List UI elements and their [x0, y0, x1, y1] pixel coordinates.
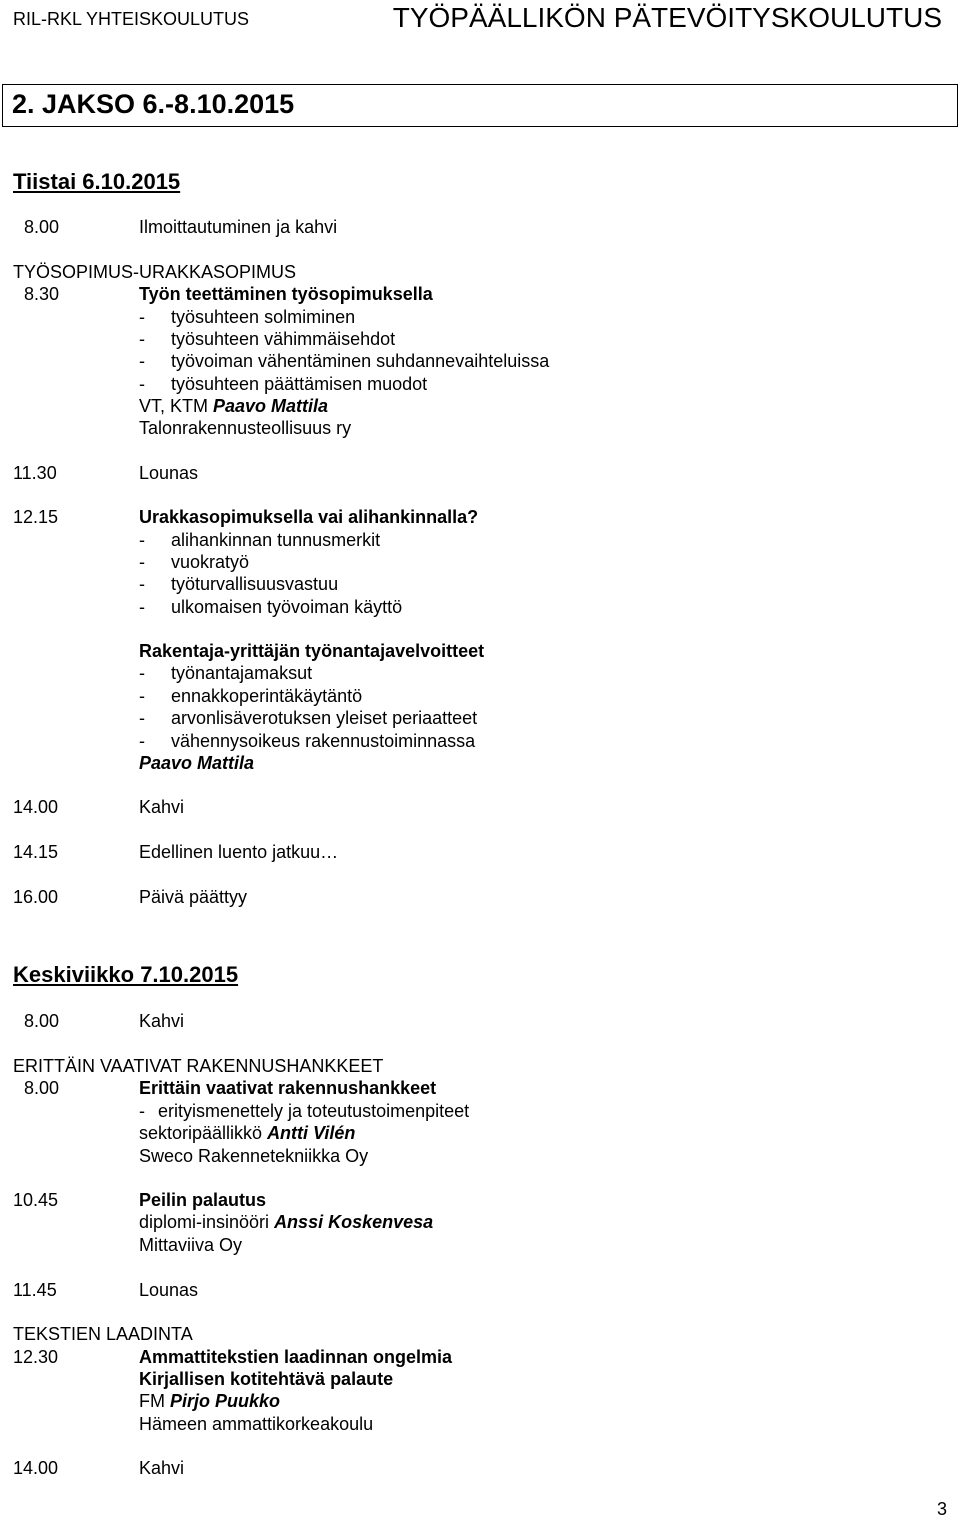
time-label: 14.00: [13, 1458, 59, 1478]
speaker-organization: Sweco Rakennetekniikka Oy: [139, 1146, 369, 1166]
jakso-title: 2. JAKSO 6.-8.10.2015: [12, 89, 295, 119]
session-title: Ilmoittautuminen ja kahvi: [139, 217, 338, 237]
list-item: ennakkoperintäkäytäntö: [171, 686, 363, 706]
list-bullet: -: [139, 597, 145, 617]
list-bullet: -: [139, 574, 145, 594]
page-number: 3: [936, 1499, 947, 1519]
list-bullet: -: [139, 530, 145, 550]
list-bullet: -: [139, 329, 145, 349]
header-left-title: RIL-RKL YHTEISKOULUTUS: [13, 9, 250, 29]
list-bullet: -: [139, 731, 145, 751]
time-label: 14.15: [13, 842, 59, 862]
session-title: Kahvi: [139, 797, 185, 817]
list-bullet: -: [139, 307, 145, 327]
session-title: Urakkasopimuksella vai alihankinnalla?: [139, 507, 479, 527]
speaker-title: sektoripäällikkö: [139, 1123, 268, 1143]
time-label: 8.00: [24, 1078, 60, 1098]
session-title: Kahvi: [139, 1458, 185, 1478]
section-heading: TYÖSOPIMUS-URAKKASOPIMUS: [13, 262, 297, 282]
list-item: ulkomaisen työvoiman käyttö: [171, 597, 403, 617]
speaker-title: VT, KTM: [139, 396, 214, 416]
session-title: Peilin palautus: [139, 1190, 267, 1210]
time-label: 8.00: [24, 217, 60, 237]
time-label: 14.00: [13, 797, 59, 817]
speaker-organization: Mittaviiva Oy: [139, 1235, 243, 1255]
speaker-title: FM: [139, 1391, 170, 1411]
list-bullet: -: [139, 374, 145, 394]
speaker-line: [139, 1123, 355, 1144]
list-item: työturvallisuusvastuu: [171, 574, 339, 594]
session-title: Kahvi: [139, 1011, 185, 1031]
time-label: 11.45: [13, 1280, 57, 1300]
session-title: Ammattitekstien laadinnan ongelmia: [139, 1347, 453, 1367]
subsection-title: Rakentaja-yrittäjän työnantajavelvoitteet: [139, 641, 485, 661]
session-title: Erittäin vaativat rakennushankkeet: [139, 1078, 437, 1098]
speaker-name: Pirjo Puukko: [170, 1391, 281, 1411]
list-item: työvoiman vähentäminen suhdannevaihteluissa: [171, 351, 550, 371]
list-item: työnantajamaksut: [171, 663, 313, 683]
list-item: erityismenettely ja toteutustoimenpiteet: [158, 1101, 470, 1121]
speaker-organization: Talonrakennusteollisuus ry: [139, 418, 352, 438]
list-bullet: -: [139, 1101, 145, 1121]
speaker-title: diplomi-insinööri: [139, 1212, 275, 1232]
time-label: 11.30: [13, 463, 57, 483]
speaker-line: [139, 1212, 433, 1233]
day-title-wednesday: Keskiviikko 7.10.2015: [13, 962, 239, 987]
speaker-name: Paavo Mattila: [213, 396, 329, 416]
time-label: 8.00: [24, 1011, 60, 1031]
list-bullet: -: [139, 686, 145, 706]
session-title: Lounas: [139, 1280, 199, 1300]
session-title: Päivä päättyy: [139, 887, 248, 907]
list-item: arvonlisäverotuksen yleiset periaatteet: [171, 708, 478, 728]
day-title-tuesday: Tiistai 6.10.2015: [13, 169, 181, 194]
session-title: Edellinen luento jatkuu…: [139, 842, 339, 862]
speaker-name: Paavo Mattila: [139, 753, 255, 773]
speaker-line: [139, 1391, 280, 1412]
session-title: Työn teettäminen työsopimuksella: [139, 284, 433, 304]
time-label: 8.30: [24, 284, 60, 304]
session-title: Lounas: [139, 463, 199, 483]
list-bullet: -: [139, 552, 145, 572]
speaker-name: Antti Vilén: [267, 1123, 356, 1143]
session-title: Kirjallisen kotitehtävä palaute: [139, 1369, 394, 1389]
time-label: 10.45: [13, 1190, 59, 1210]
list-item: työsuhteen päättämisen muodot: [171, 374, 428, 394]
speaker-name: Anssi Koskenvesa: [274, 1212, 434, 1232]
list-item: alihankinnan tunnusmerkit: [171, 530, 381, 550]
time-label: 12.30: [13, 1347, 59, 1367]
speaker-organization: Hämeen ammattikorkeakoulu: [139, 1414, 374, 1434]
list-item: vuokratyö: [171, 552, 250, 572]
list-item: työsuhteen vähimmäisehdot: [171, 329, 396, 349]
header-right-title: TYÖPÄÄLLIKÖN PÄTEVÖITYSKOULUTUS: [392, 2, 942, 33]
time-label: 12.15: [13, 507, 59, 527]
list-bullet: -: [139, 351, 145, 371]
speaker-line: [139, 396, 328, 417]
list-item: vähennysoikeus rakennustoiminnassa: [171, 731, 476, 751]
section-heading: TEKSTIEN LAADINTA: [13, 1324, 193, 1344]
time-label: 16.00: [13, 887, 59, 907]
list-item: työsuhteen solmiminen: [171, 307, 356, 327]
list-bullet: -: [139, 708, 145, 728]
list-bullet: -: [139, 663, 145, 683]
section-heading: ERITTÄIN VAATIVAT RAKENNUSHANKKEET: [13, 1056, 384, 1076]
